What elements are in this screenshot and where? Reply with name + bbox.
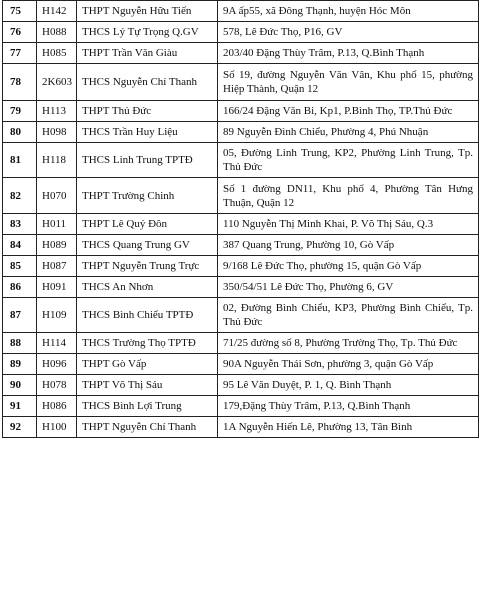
table-row: [3, 64, 479, 101]
row-number: 77: [3, 43, 37, 64]
school-name: THCS Bình Lợi Trung: [77, 396, 218, 417]
school-address: 110 Nguyễn Thị Minh Khai, P. Võ Thị Sáu, Q.3: [218, 214, 479, 235]
school-name: THPT Nguyễn Chí Thanh: [77, 417, 218, 438]
table-row: [3, 235, 479, 256]
school-name: THCS Trường Thọ TPTĐ: [77, 333, 218, 354]
school-code: H100: [37, 417, 77, 438]
row-number: 88: [3, 333, 37, 354]
school-code: H114: [37, 333, 77, 354]
school-code: H142: [37, 1, 77, 22]
school-name: THCS Lý Tự Trọng Q.GV: [77, 22, 218, 43]
school-name: THCS Bình Chiểu TPTĐ: [77, 298, 218, 333]
school-code: H096: [37, 354, 77, 375]
school-code: H070: [37, 178, 77, 214]
row-number: 91: [3, 396, 37, 417]
row-number: 79: [3, 101, 37, 122]
row-number: 87: [3, 298, 37, 333]
table-row: [3, 43, 479, 64]
school-name: THCS Nguyễn Chí Thanh: [77, 64, 218, 101]
school-address: 1A Nguyễn Hiến Lê, Phường 13, Tân Bình: [218, 417, 479, 438]
table-row: [3, 122, 479, 143]
table-row: [3, 298, 479, 333]
school-address: 90A Nguyễn Thái Sơn, phường 3, quận Gò Vấp: [218, 354, 479, 375]
school-code: H089: [37, 235, 77, 256]
row-number: 78: [3, 64, 37, 101]
school-address: Số 19, đường Nguyễn Văn Vân, Khu phố 15, phường Hiệp Thành, Quận 12: [218, 64, 479, 101]
school-address: 387 Quang Trung, Phường 10, Gò Vấp: [218, 235, 479, 256]
school-name: THPT Võ Thị Sáu: [77, 375, 218, 396]
table-row: [3, 214, 479, 235]
row-number: 85: [3, 256, 37, 277]
school-address: Số 1 đường DN11, Khu phố 4, Phường Tân Hưng Thuận, Quận 12: [218, 178, 479, 214]
table-row: [3, 1, 479, 22]
row-number: 84: [3, 235, 37, 256]
row-number: 76: [3, 22, 37, 43]
school-name: THCS Linh Trung TPTĐ: [77, 143, 218, 178]
school-code: H098: [37, 122, 77, 143]
school-address: 166/24 Đặng Văn Bi, Kp1, P.Bình Thọ, TP.Thủ Đức: [218, 101, 479, 122]
school-code: H011: [37, 214, 77, 235]
table-row: [3, 178, 479, 214]
table-row: [3, 333, 479, 354]
school-code: H088: [37, 22, 77, 43]
school-code: H109: [37, 298, 77, 333]
school-name: THCS Quang Trung GV: [77, 235, 218, 256]
school-address: 71/25 đường số 8, Phường Trường Thọ, Tp. Thủ Đức: [218, 333, 479, 354]
schools-table-body: [3, 1, 479, 438]
row-number: 89: [3, 354, 37, 375]
school-code: H078: [37, 375, 77, 396]
row-number: 92: [3, 417, 37, 438]
table-row: [3, 277, 479, 298]
table-row: [3, 22, 479, 43]
table-row: [3, 143, 479, 178]
school-name: THCS An Nhơn: [77, 277, 218, 298]
school-code: H118: [37, 143, 77, 178]
school-code: H113: [37, 101, 77, 122]
school-name: THPT Nguyễn Hữu Tiến: [77, 1, 218, 22]
school-address: 203/40 Đặng Thùy Trâm, P.13, Q.Bình Thạnh: [218, 43, 479, 64]
school-code: H087: [37, 256, 77, 277]
row-number: 86: [3, 277, 37, 298]
school-code: H085: [37, 43, 77, 64]
row-number: 83: [3, 214, 37, 235]
school-code: 2K603: [37, 64, 77, 101]
school-address: 179,Đặng Thùy Trâm, P.13, Q.Bình Thạnh: [218, 396, 479, 417]
school-address: 9A ấp55, xã Đông Thạnh, huyện Hóc Môn: [218, 1, 479, 22]
table-row: [3, 417, 479, 438]
school-name: THPT Nguyễn Trung Trực: [77, 256, 218, 277]
school-name: THPT Trần Văn Giàu: [77, 43, 218, 64]
school-address: 89 Nguyễn Đình Chiểu, Phường 4, Phú Nhuận: [218, 122, 479, 143]
school-address: 95 Lê Văn Duyệt, P. 1, Q. Bình Thạnh: [218, 375, 479, 396]
row-number: 90: [3, 375, 37, 396]
row-number: 82: [3, 178, 37, 214]
row-number: 81: [3, 143, 37, 178]
school-address: 350/54/51 Lê Đức Thọ, Phường 6, GV: [218, 277, 479, 298]
table-row: [3, 396, 479, 417]
school-address: 9/168 Lê Đức Thọ, phường 15, quận Gò Vấp: [218, 256, 479, 277]
row-number: 80: [3, 122, 37, 143]
table-row: [3, 354, 479, 375]
school-name: THPT Thủ Đức: [77, 101, 218, 122]
school-address: 05, Đường Linh Trung, KP2, Phường Linh Trung, Tp. Thủ Đức: [218, 143, 479, 178]
school-name: THPT Gò Vấp: [77, 354, 218, 375]
schools-table: [2, 0, 479, 438]
school-code: H086: [37, 396, 77, 417]
school-address: 578, Lê Đức Thọ, P16, GV: [218, 22, 479, 43]
school-name: THCS Trần Huy Liệu: [77, 122, 218, 143]
school-name: THPT Lê Quý Đôn: [77, 214, 218, 235]
table-row: [3, 256, 479, 277]
table-row: [3, 101, 479, 122]
school-name: THPT Trường Chinh: [77, 178, 218, 214]
table-row: [3, 375, 479, 396]
document-page: [2, 0, 478, 438]
school-address: 02, Đường Bình Chiểu, KP3, Phường Bình Chiểu, Tp. Thủ Đức: [218, 298, 479, 333]
row-number: 75: [3, 1, 37, 22]
school-code: H091: [37, 277, 77, 298]
